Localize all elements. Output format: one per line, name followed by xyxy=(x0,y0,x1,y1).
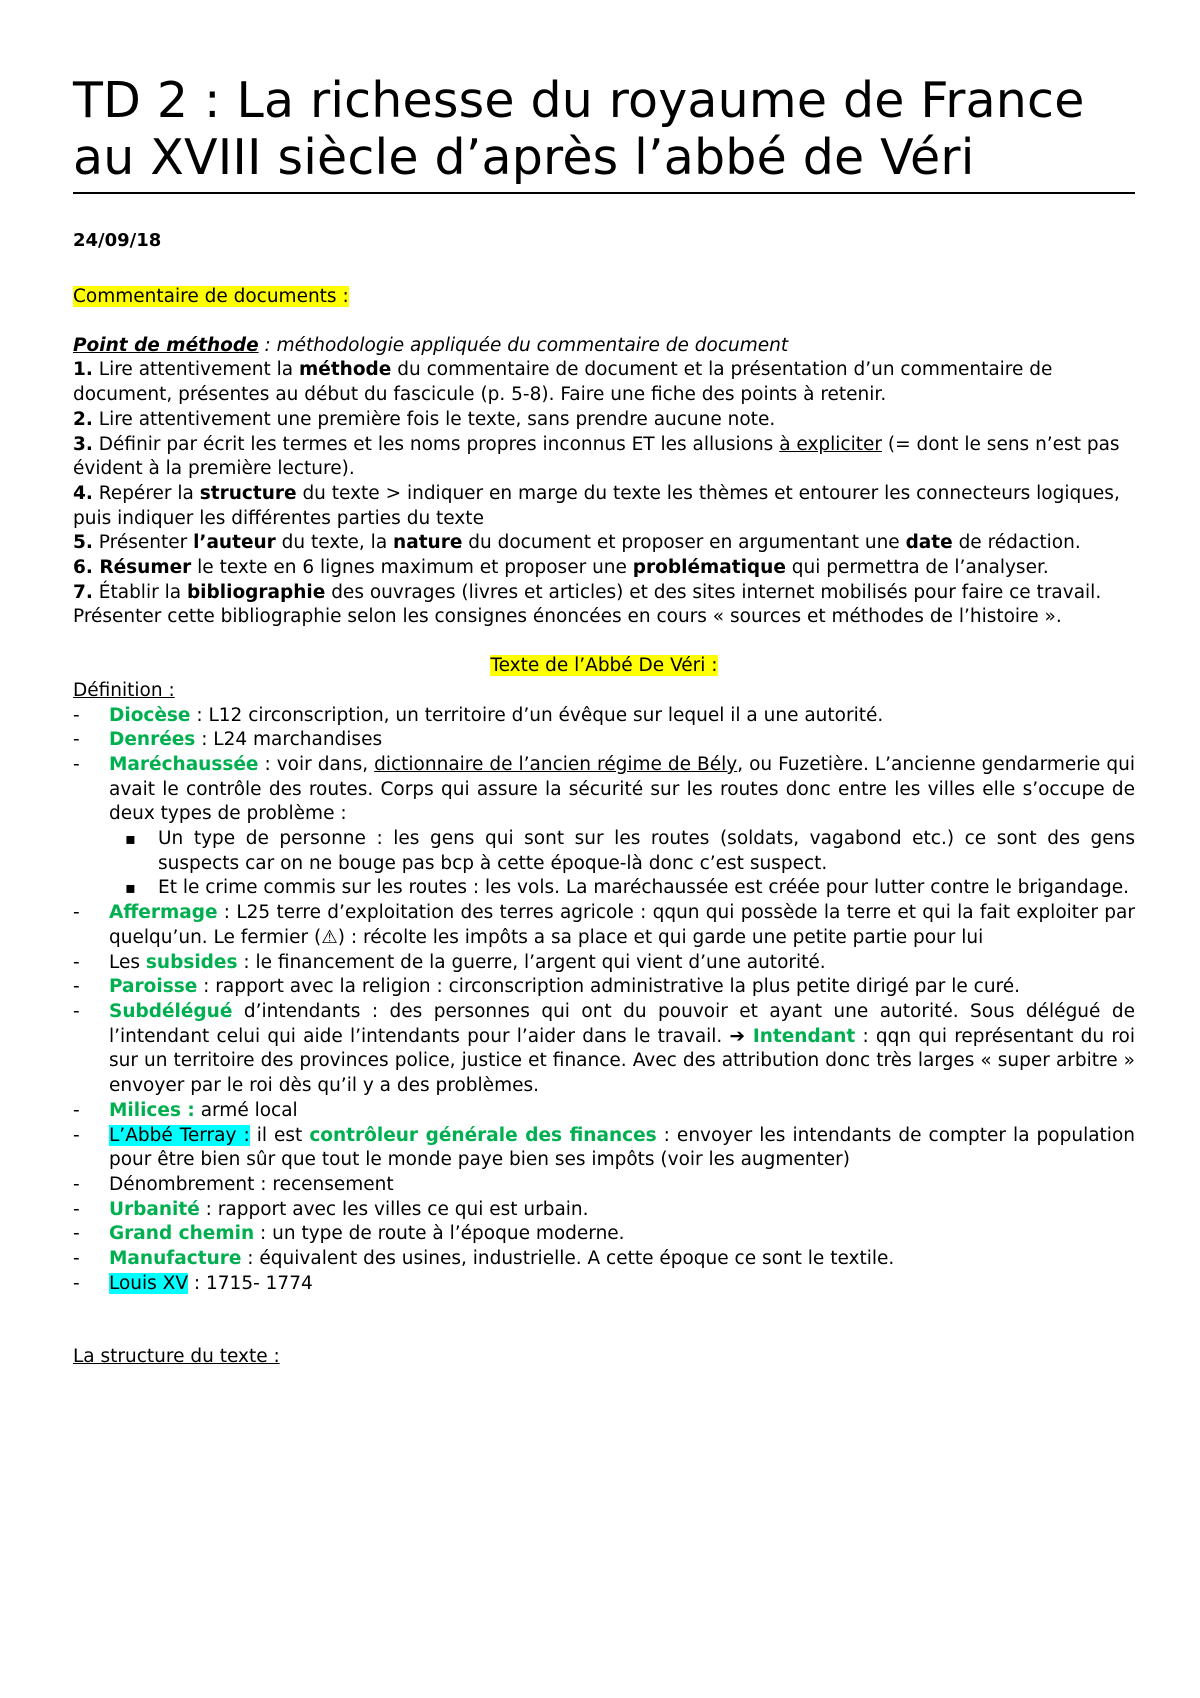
list-item: - Denrées : L24 marchandises xyxy=(73,728,1135,753)
text-heading: Texte de l’Abbé De Véri : xyxy=(490,655,718,677)
list-item: - Subdélégué d’intendants : des personnes qui ont du pouvoir et ayant une autorité. Sous délégué de l’intendant celui qui aide l’intendants pour l’aider dans le travail. ➔ Intendant : qqn qui représentant du roi sur un territoire des provinces police, justice et finance. Avec des attribution donc très larges « super arbitre » envoyer par le roi dès qu’il y a des problèmes. xyxy=(73,1000,1135,1099)
sub-list xyxy=(109,827,1135,901)
list-item: - L’Abbé Terray : il est contrôleur générale des finances : envoyer les intendants de compter la population pour être bien sûr que tout le monde paye bien ses impôts (voir les augmenter) xyxy=(73,1124,1135,1173)
method-section xyxy=(73,285,1135,1370)
list-item: - Manufacture : équivalent des usines, industrielle. A cette époque ce sont le textile. xyxy=(73,1247,1135,1272)
method-step-2: 2. Lire attentivement une première fois le texte, sans prendre aucune note. xyxy=(73,408,776,430)
method-step-7: 7. Établir la bibliographie des ouvrages (livres et articles) et des sites internet mobilisés pour faire ce travail. Présenter cette bibliographie selon les consignes énoncées en cours « sources et méthodes de l’histoire ». xyxy=(73,581,1102,628)
sub-list-item: ▪ Un type de personne : les gens qui sont sur les routes (soldats, vagabond etc.) ce sont des gens suspects car on ne bouge pas bcp à cette époque-là donc c’est suspect. xyxy=(73,827,1135,876)
list-item: - Paroisse : rapport avec la religion : circonscription administrative la plus petite dirigé par le curé. xyxy=(73,975,1135,1000)
list-item: - Dénombrement : recensement xyxy=(73,1173,1135,1198)
method-step-5: 5. Présenter l’auteur du texte, la nature du document et proposer en argumentant une date de rédaction. xyxy=(73,532,1081,554)
list-item: - Maréchaussée : voir dans, dictionnaire de l’ancien régime de Bély, ou Fuzetière. L’ancienne gendarmerie qui avait le contrôle des routes. Corps qui assure la sécurité sur les routes donc entre les villes elle s’occupe de deux types de problème : ▪ Un type de personne : les gens qui sont sur les routes (soldats, vagabond etc.) ce sont des gens suspects car on ne bouge pas bcp à cette époque-là donc c’est suspect. ▪ Et le crime commis sur les routes : les vols. La maréchaussée est créée pour lutter contre le brigandage. xyxy=(73,753,1135,901)
list-item: - Diocèse : L12 circonscription, un territoire d’un évêque sur lequel il a une autorité. xyxy=(73,704,1135,729)
method-label: Point de méthode xyxy=(73,334,259,356)
section-heading: Commentaire de documents : xyxy=(73,286,349,307)
method-step-6: 6. Résumer le texte en 6 lignes maximum et proposer une problématique qui permettra de l’analyser. xyxy=(73,557,1049,579)
list-item: - Grand chemin : un type de route à l’époque moderne. xyxy=(73,1222,1135,1247)
sub-list-item: ▪ Et le crime commis sur les routes : les vols. La maréchaussée est créée pour lutter contre le brigandage. xyxy=(73,876,1135,901)
dictionary-reference: dictionnaire de l’ancien régime de Bély xyxy=(374,753,738,775)
arrow-icon: ➔ xyxy=(729,1025,746,1047)
page-title: TD 2 : La richesse du royaume de France au XVIII siècle d’après l’abbé de Véri xyxy=(73,72,1085,186)
document-date: 24/09/18 xyxy=(73,230,162,251)
structure-heading: La structure du texte : xyxy=(73,1346,280,1368)
document-page xyxy=(73,0,1135,1370)
method-intro xyxy=(73,334,1135,359)
method-step-3: 3. Définir par écrit les termes et les noms propres inconnus ET les allusions à expliciter (= dont le sens n’est pas évident à la première lecture). xyxy=(73,433,1120,480)
list-item: - Urbanité : rapport avec les villes ce qui est urbain. xyxy=(73,1198,1135,1223)
method-subtitle: : méthodologie appliquée du commentaire de document xyxy=(258,334,789,356)
list-item: - Les subsides : le financement de la guerre, l’argent qui vient d’une autorité. xyxy=(73,951,1135,976)
title-divider xyxy=(73,192,1135,194)
list-item: - Affermage : L25 terre d’exploitation des terres agricole : qqun qui possède la terre et qui la fait exploiter par quelqu’un. Le fermier (⚠) : récolte les impôts a sa place et qui garde une petite partie pour lui xyxy=(73,901,1135,950)
method-step-1: 1. Lire attentivement la méthode du commentaire de document et la présentation d’un commentaire de document, présentes au début du fascicule (p. 5-8). Faire une fiche des points à retenir. xyxy=(73,359,1053,406)
definitions-list xyxy=(73,704,1135,1297)
list-item: - Milices : armé local xyxy=(73,1099,1135,1124)
method-step-4: 4. Repérer la structure du texte > indiquer en marge du texte les thèmes et entourer les connecteurs logiques, puis indiquer les différentes parties du texte xyxy=(73,482,1120,529)
definitions-label: Définition : xyxy=(73,679,175,701)
list-item: - Louis XV : 1715- 1774 xyxy=(73,1272,1135,1297)
